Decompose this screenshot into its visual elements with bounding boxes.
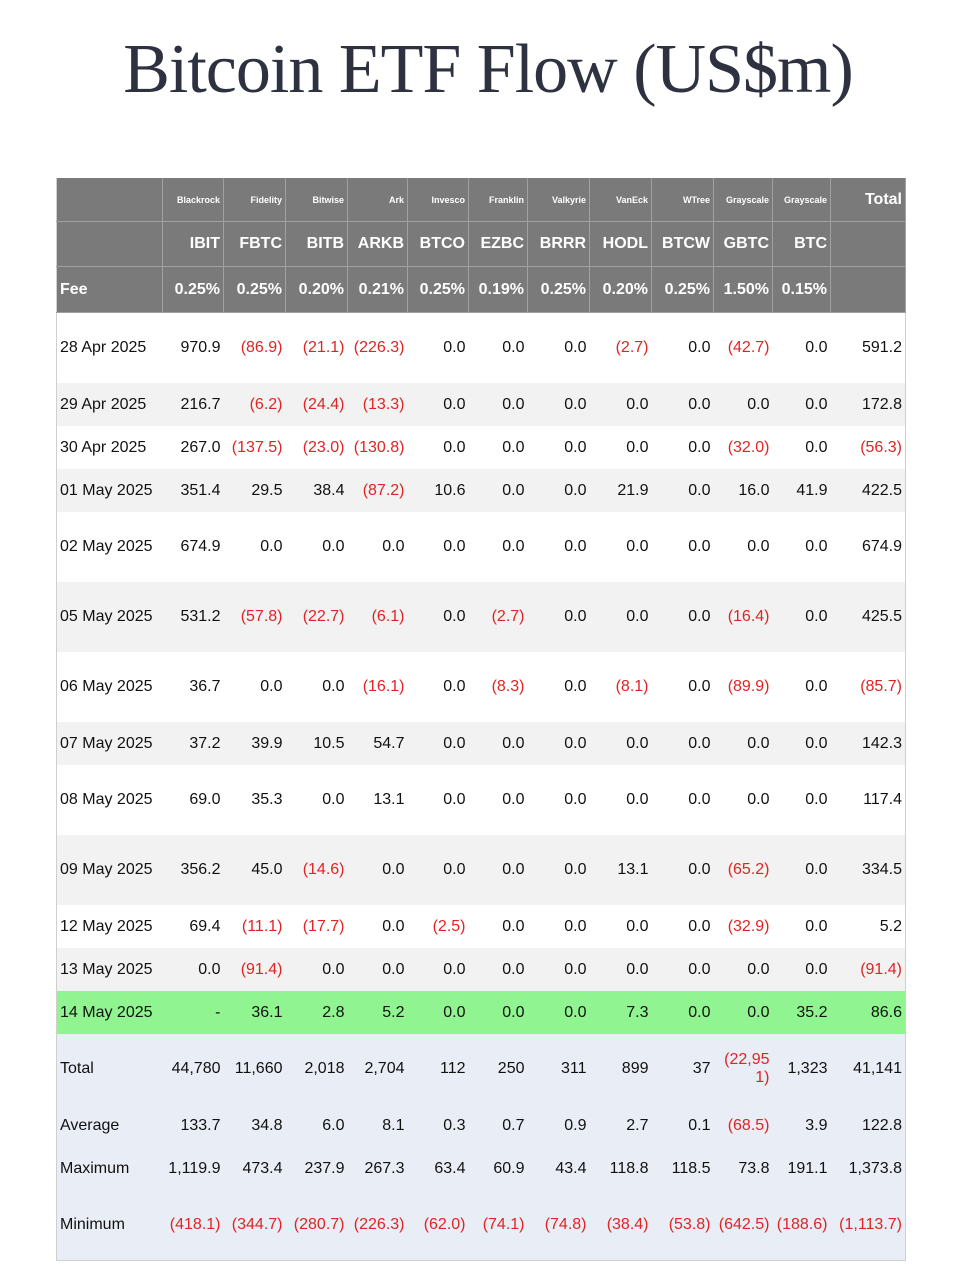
date-cell: 09 May 2025 [57,835,163,905]
table-row [57,722,906,765]
flow-cell: (65.2) [714,835,773,905]
fee-header-cell: 0.25% [163,267,224,313]
fee-header-cell: 0.25% [652,267,714,313]
issuer-header-cell: Grayscale [773,178,831,222]
flow-cell: 0.0 [348,948,408,991]
flow-cell: 0.0 [528,905,590,948]
date-cell: 13 May 2025 [57,948,163,991]
flow-cell: 0.0 [773,652,831,722]
flow-cell: 0.0 [714,765,773,835]
issuer-header-cell [57,178,163,222]
summary-cell: 0.7 [469,1104,528,1147]
flow-cell: 69.0 [163,765,224,835]
flow-cell: 0.0 [773,905,831,948]
flow-cell: 0.0 [773,948,831,991]
table-row [57,313,906,384]
flow-cell: 216.7 [163,383,224,426]
summary-cell: 41,141 [831,1034,906,1104]
flow-cell: 0.0 [286,652,348,722]
summary-cell: 237.9 [286,1147,348,1190]
flow-cell: 0.0 [286,948,348,991]
flow-cell: 0.0 [528,835,590,905]
flow-cell: (21.1) [286,313,348,384]
flow-cell: 0.0 [590,383,652,426]
ticker-header-cell: BTCW [652,222,714,267]
ticker-header-cell [57,222,163,267]
date-cell: 06 May 2025 [57,652,163,722]
flow-cell: 0.0 [652,512,714,582]
flow-cell: 5.2 [348,991,408,1034]
flow-cell: 970.9 [163,313,224,384]
flow-cell: (6.2) [224,383,286,426]
fee-header-cell: 0.15% [773,267,831,313]
summary-cell: (1,113.7) [831,1190,906,1261]
summary-cell: 2,018 [286,1034,348,1104]
flow-cell: 0.0 [469,722,528,765]
flow-cell: 0.0 [408,991,469,1034]
flow-cell: 0.0 [528,765,590,835]
summary-label: Minimum [57,1190,163,1261]
issuer-header-cell: VanEck [590,178,652,222]
flow-cell: 0.0 [590,722,652,765]
flow-cell: 39.9 [224,722,286,765]
flow-cell: 16.0 [714,469,773,512]
summary-cell: 118.5 [652,1147,714,1190]
flow-cell: 29.5 [224,469,286,512]
fee-header-cell: 0.19% [469,267,528,313]
summary-cell: 73.8 [714,1147,773,1190]
date-cell: 02 May 2025 [57,512,163,582]
flow-cell: 0.0 [652,722,714,765]
summary-row [57,1034,906,1104]
flow-cell: 0.0 [408,722,469,765]
flow-cell: 0.0 [469,991,528,1034]
ticker-header-cell [831,222,906,267]
ticker-header-cell: BTC [773,222,831,267]
issuer-header-cell: WTree [652,178,714,222]
flow-cell: 13.1 [590,835,652,905]
fee-header-cell: 0.20% [286,267,348,313]
summary-cell: (226.3) [348,1190,408,1261]
date-cell: 08 May 2025 [57,765,163,835]
date-cell: 07 May 2025 [57,722,163,765]
summary-cell: 43.4 [528,1147,590,1190]
flow-cell: 0.0 [652,469,714,512]
flow-cell: 267.0 [163,426,224,469]
flow-cell: 334.5 [831,835,906,905]
table-row [57,948,906,991]
flow-cell: 0.0 [652,991,714,1034]
flow-cell: 0.0 [773,426,831,469]
flow-cell: 0.0 [528,652,590,722]
summary-cell: 2.7 [590,1104,652,1147]
summary-cell: 473.4 [224,1147,286,1190]
flow-cell: 0.0 [652,765,714,835]
flow-cell: 0.0 [590,948,652,991]
summary-cell: (418.1) [163,1190,224,1261]
flow-cell: 0.0 [469,313,528,384]
summary-cell: 118.8 [590,1147,652,1190]
flow-cell: 86.6 [831,991,906,1034]
summary-cell: 191.1 [773,1147,831,1190]
flow-cell: 0.0 [714,512,773,582]
flow-cell: 36.1 [224,991,286,1034]
summary-cell: 3.9 [773,1104,831,1147]
summary-cell: (74.8) [528,1190,590,1261]
flow-cell: 21.9 [590,469,652,512]
flow-cell: (86.9) [224,313,286,384]
flow-cell: (42.7) [714,313,773,384]
fee-header-cell: 0.20% [590,267,652,313]
summary-cell: 60.9 [469,1147,528,1190]
flow-cell: 117.4 [831,765,906,835]
flow-cell: (17.7) [286,905,348,948]
summary-row [57,1190,906,1261]
table-row [57,469,906,512]
ticker-header-cell: ARKB [348,222,408,267]
flow-cell: 0.0 [528,991,590,1034]
flow-cell: 0.0 [714,991,773,1034]
flow-cell: (32.0) [714,426,773,469]
flow-cell: 69.4 [163,905,224,948]
flow-cell: 674.9 [831,512,906,582]
flow-cell: (24.4) [286,383,348,426]
ticker-header-cell: BTCO [408,222,469,267]
date-cell: 29 Apr 2025 [57,383,163,426]
issuer-header-cell: Invesco [408,178,469,222]
flow-cell: (8.3) [469,652,528,722]
flow-cell: (56.3) [831,426,906,469]
flow-cell: 45.0 [224,835,286,905]
flow-cell: 0.0 [408,582,469,652]
flow-cell: (91.4) [831,948,906,991]
summary-cell: (642.5) [714,1190,773,1261]
flow-cell: 0.0 [408,426,469,469]
ticker-header-cell: HODL [590,222,652,267]
table-row [57,426,906,469]
date-cell: 30 Apr 2025 [57,426,163,469]
flow-cell: 7.3 [590,991,652,1034]
flow-cell: (22.7) [286,582,348,652]
flow-cell: 0.0 [348,835,408,905]
issuer-header-cell: Ark [348,178,408,222]
summary-cell: 44,780 [163,1034,224,1104]
flow-cell: 0.0 [652,948,714,991]
flow-cell: 54.7 [348,722,408,765]
flow-cell: 0.0 [348,512,408,582]
flow-cell: 0.0 [652,905,714,948]
table-row [57,512,906,582]
flow-cell: 0.0 [590,765,652,835]
flow-cell: 0.0 [773,765,831,835]
flow-cell: 2.8 [286,991,348,1034]
fee-header-cell: 1.50% [714,267,773,313]
summary-cell: 133.7 [163,1104,224,1147]
table-row [57,582,906,652]
summary-cell: 267.3 [348,1147,408,1190]
date-cell: 01 May 2025 [57,469,163,512]
flow-cell: 0.0 [224,512,286,582]
flow-cell: 0.0 [469,948,528,991]
flow-cell: - [163,991,224,1034]
summary-cell: 6.0 [286,1104,348,1147]
ticker-header-cell: GBTC [714,222,773,267]
flow-cell: 0.0 [528,948,590,991]
issuer-header-cell: Fidelity [224,178,286,222]
flow-cell: (8.1) [590,652,652,722]
flow-cell: 0.0 [590,426,652,469]
flow-cell: (32.9) [714,905,773,948]
fee-header-cell: Fee [57,267,163,313]
flow-cell: 0.0 [528,426,590,469]
flow-cell: (57.8) [224,582,286,652]
summary-cell: 1,323 [773,1034,831,1104]
table-row [57,765,906,835]
flow-cell: 0.0 [408,835,469,905]
flow-cell: 13.1 [348,765,408,835]
summary-cell: (22,951) [714,1034,773,1104]
flow-cell: 0.0 [469,469,528,512]
issuer-header-cell: Franklin [469,178,528,222]
summary-cell: (68.5) [714,1104,773,1147]
summary-cell: 250 [469,1034,528,1104]
flow-cell: (87.2) [348,469,408,512]
summary-cell: 2,704 [348,1034,408,1104]
flow-cell: 0.0 [408,948,469,991]
flow-cell: 0.0 [714,948,773,991]
flow-cell: 0.0 [528,313,590,384]
flow-cell: 10.6 [408,469,469,512]
flow-cell: 0.0 [408,383,469,426]
flow-cell: (16.1) [348,652,408,722]
flow-cell: 0.0 [652,313,714,384]
ticker-header-cell: EZBC [469,222,528,267]
summary-label: Average [57,1104,163,1147]
ticker-header-cell: FBTC [224,222,286,267]
flow-cell: 0.0 [652,582,714,652]
flow-cell: (2.5) [408,905,469,948]
ticker-header-cell: BRRR [528,222,590,267]
summary-label: Total [57,1034,163,1104]
flow-cell: 0.0 [773,383,831,426]
issuer-header-cell: Total [831,178,906,222]
flow-cell: 0.0 [163,948,224,991]
flow-cell: 142.3 [831,722,906,765]
flow-cell: 35.2 [773,991,831,1034]
summary-cell: 37 [652,1034,714,1104]
issuer-header-row [57,178,906,222]
flow-cell: 0.0 [590,905,652,948]
flow-cell: 425.5 [831,582,906,652]
flow-cell: 0.0 [469,383,528,426]
flow-cell: 0.0 [528,722,590,765]
flow-cell: 351.4 [163,469,224,512]
flow-cell: (130.8) [348,426,408,469]
summary-cell: (53.8) [652,1190,714,1261]
flow-cell: (14.6) [286,835,348,905]
issuer-header-cell: Valkyrie [528,178,590,222]
flow-cell: 0.0 [408,652,469,722]
flow-cell: 5.2 [831,905,906,948]
date-cell: 28 Apr 2025 [57,313,163,384]
flow-cell: 0.0 [224,652,286,722]
date-cell: 12 May 2025 [57,905,163,948]
summary-cell: 311 [528,1034,590,1104]
ticker-header-cell: IBIT [163,222,224,267]
flow-cell: 0.0 [773,582,831,652]
summary-cell: 0.3 [408,1104,469,1147]
flow-cell: 0.0 [714,722,773,765]
flow-cell: 0.0 [528,469,590,512]
flow-cell: 674.9 [163,512,224,582]
table-row [57,991,906,1034]
flow-cell: (2.7) [469,582,528,652]
flow-cell: (85.7) [831,652,906,722]
flow-cell: 172.8 [831,383,906,426]
table-row [57,652,906,722]
ticker-header-row [57,222,906,267]
flow-cell: 0.0 [590,512,652,582]
flow-cell: 0.0 [714,383,773,426]
flow-cell: 0.0 [773,313,831,384]
fee-header-cell: 0.21% [348,267,408,313]
summary-cell: 1,373.8 [831,1147,906,1190]
flow-cell: 0.0 [348,905,408,948]
flow-cell: 0.0 [652,835,714,905]
table-row [57,383,906,426]
flow-cell: 0.0 [652,652,714,722]
summary-cell: (188.6) [773,1190,831,1261]
table-row [57,835,906,905]
issuer-header-cell: Blackrock [163,178,224,222]
summary-cell: 0.9 [528,1104,590,1147]
flow-cell: (2.7) [590,313,652,384]
issuer-header-cell: Grayscale [714,178,773,222]
summary-cell: 122.8 [831,1104,906,1147]
flow-cell: 0.0 [590,582,652,652]
summary-cell: (280.7) [286,1190,348,1261]
flow-cell: 422.5 [831,469,906,512]
summary-cell: (62.0) [408,1190,469,1261]
summary-row [57,1104,906,1147]
summary-cell: 34.8 [224,1104,286,1147]
flow-cell: 36.7 [163,652,224,722]
summary-label: Maximum [57,1147,163,1190]
fee-header-cell: 0.25% [528,267,590,313]
flow-cell: (6.1) [348,582,408,652]
flow-cell: 0.0 [469,512,528,582]
flow-cell: 0.0 [652,426,714,469]
flow-cell: 35.3 [224,765,286,835]
flow-cell: 0.0 [469,765,528,835]
flow-cell: 356.2 [163,835,224,905]
summary-cell: 1,119.9 [163,1147,224,1190]
summary-row [57,1147,906,1190]
fee-header-cell [831,267,906,313]
summary-cell: (344.7) [224,1190,286,1261]
flow-cell: 0.0 [528,383,590,426]
flow-cell: 0.0 [773,835,831,905]
summary-cell: (38.4) [590,1190,652,1261]
summary-cell: 63.4 [408,1147,469,1190]
flow-cell: 0.0 [528,582,590,652]
flow-cell: 531.2 [163,582,224,652]
flow-cell: (13.3) [348,383,408,426]
etf-flow-table [56,178,906,1261]
date-cell: 14 May 2025 [57,991,163,1034]
flow-cell: 0.0 [469,835,528,905]
flow-cell: 0.0 [286,765,348,835]
summary-cell: 11,660 [224,1034,286,1104]
flow-cell: 41.9 [773,469,831,512]
flow-cell: 0.0 [408,313,469,384]
ticker-header-cell: BITB [286,222,348,267]
flow-cell: 0.0 [408,765,469,835]
summary-cell: (74.1) [469,1190,528,1261]
summary-cell: 112 [408,1034,469,1104]
date-cell: 05 May 2025 [57,582,163,652]
flow-cell: 38.4 [286,469,348,512]
issuer-header-cell: Bitwise [286,178,348,222]
fee-header-row [57,267,906,313]
flow-cell: 0.0 [652,383,714,426]
flow-cell: 0.0 [469,426,528,469]
flow-cell: 37.2 [163,722,224,765]
flow-cell: 0.0 [773,512,831,582]
summary-cell: 0.1 [652,1104,714,1147]
summary-cell: 8.1 [348,1104,408,1147]
flow-cell: (226.3) [348,313,408,384]
fee-header-cell: 0.25% [408,267,469,313]
flow-cell: (89.9) [714,652,773,722]
flow-cell: 591.2 [831,313,906,384]
flow-cell: 0.0 [528,512,590,582]
flow-cell: 0.0 [286,512,348,582]
flow-cell: (11.1) [224,905,286,948]
flow-cell: 0.0 [773,722,831,765]
flow-cell: 0.0 [408,512,469,582]
flow-cell: (91.4) [224,948,286,991]
flow-cell: 0.0 [469,905,528,948]
summary-cell: 899 [590,1034,652,1104]
page-title: Bitcoin ETF Flow (US$m) [123,31,853,108]
table-row [57,905,906,948]
fee-header-cell: 0.25% [224,267,286,313]
flow-cell: (137.5) [224,426,286,469]
flow-cell: 10.5 [286,722,348,765]
flow-cell: (16.4) [714,582,773,652]
flow-cell: (23.0) [286,426,348,469]
